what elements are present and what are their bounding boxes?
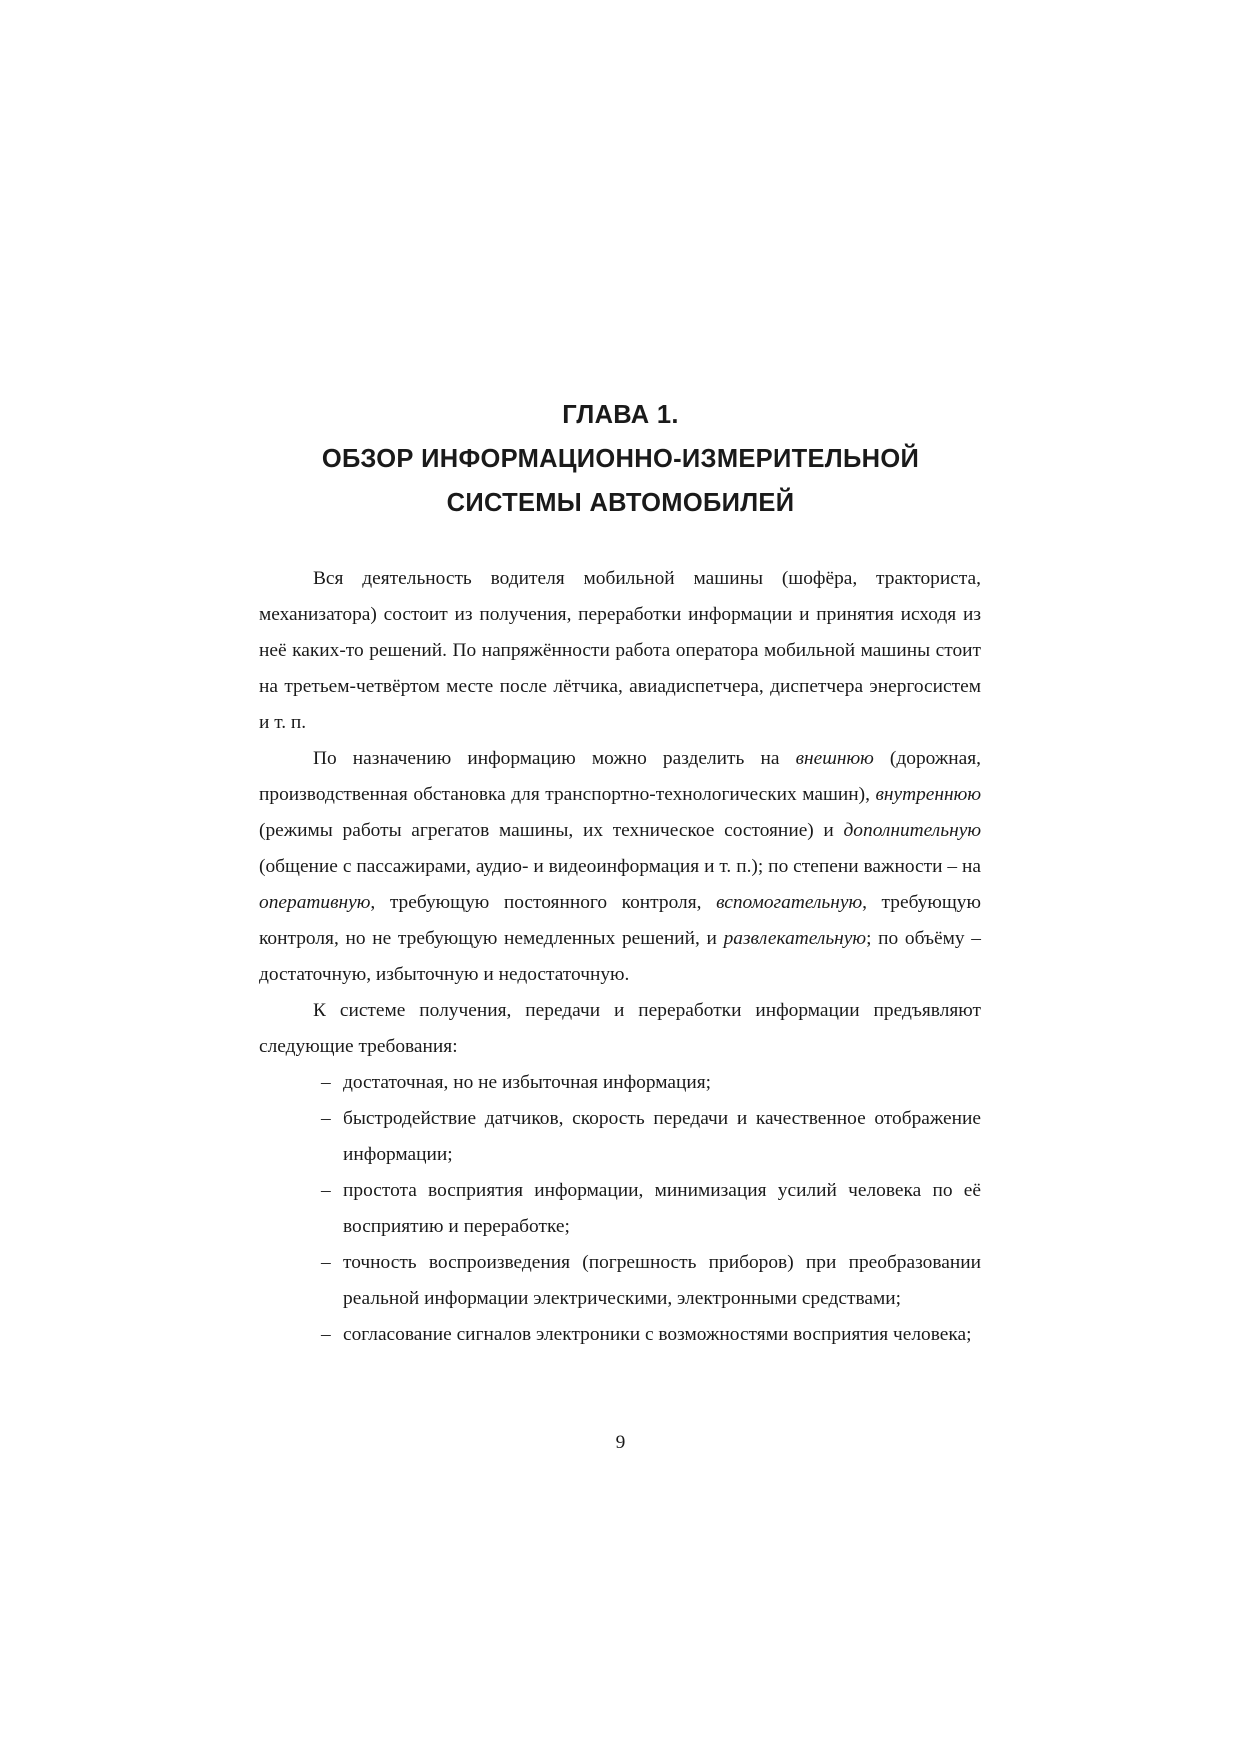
- text-segment: ; по объёму – достаточную, избыточную и недостаточную.: [259, 928, 981, 985]
- list-dash: –: [321, 1108, 331, 1129]
- text-segment: По назначению информацию можно разделить на: [313, 748, 796, 769]
- list-item-text: простота восприятия информации, минимизация усилий человека по её восприятию и переработке;: [343, 1180, 981, 1237]
- list-item-text: достаточная, но не избыточная информация;: [343, 1072, 712, 1093]
- list-dash: –: [321, 1252, 331, 1273]
- list-item-text: точность воспроизведения (погрешность приборов) при преобразовании реальной информации электрическими, электронными средствами;: [343, 1252, 981, 1309]
- italic-term-operative: оперативную: [259, 892, 371, 913]
- chapter-title-line-1: ОБЗОР ИНФОРМАЦИОННО-ИЗМЕРИТЕЛЬНОЙ: [321, 445, 920, 473]
- paragraph-information-types: [259, 741, 981, 993]
- list-item: [259, 1173, 981, 1245]
- italic-term-entertainment: развлекательную: [723, 928, 867, 949]
- italic-term-additional: дополнительную: [843, 820, 981, 841]
- text-segment: (дорожная, производственная обстановка для транспортно-технологических машин),: [259, 748, 982, 805]
- italic-term-external: внешнюю: [795, 748, 874, 769]
- paragraph-driver-activity: Вся деятельность водителя мобильной машины (шофёра, тракториста, механизатора) состоит из получения, переработки информации и принятия исходя из неё каких-то решений. По напряжённости работа оператора мобильной машины стоит на третьем-четвёртом месте после лётчика, авиадиспетчера, диспетчера энергосистем и т. п.: [259, 568, 981, 733]
- text-segment: (режимы работы агрегатов машины, их техническое состояние) и: [259, 820, 844, 841]
- list-dash: –: [321, 1180, 331, 1201]
- chapter-heading: [200, 393, 1041, 525]
- chapter-body: [259, 561, 981, 1353]
- text-segment: , требующую контроля, но не требующую немедленных решений, и: [259, 892, 981, 949]
- requirements-list: [259, 1065, 981, 1353]
- chapter-number: ГЛАВА 1.: [562, 401, 679, 429]
- list-item-text: согласование сигналов электроники с возможностями восприятия человека;: [343, 1324, 972, 1345]
- italic-term-auxiliary: вспомогательную: [716, 892, 863, 913]
- list-item: [259, 1065, 981, 1101]
- list-dash: –: [321, 1324, 331, 1345]
- page-number: 9: [615, 1432, 626, 1453]
- list-item: [259, 1317, 981, 1353]
- list-dash: –: [321, 1072, 331, 1093]
- italic-term-internal: внутреннюю: [875, 784, 981, 805]
- text-segment: , требующую постоянного контроля,: [370, 892, 717, 913]
- text-segment: (общение с пассажирами, аудио- и видеоинформация и т. п.); по степени важности – на: [259, 856, 981, 877]
- chapter-title-line-2: СИСТЕМЫ АВТОМОБИЛЕЙ: [446, 489, 795, 517]
- list-item: [259, 1101, 981, 1173]
- paragraph-requirements-intro: К системе получения, передачи и переработки информации предъявляют следующие требования:: [259, 1000, 981, 1057]
- list-item-text: быстродействие датчиков, скорость передачи и качественное отображение информации;: [343, 1108, 981, 1165]
- list-item: [259, 1245, 981, 1317]
